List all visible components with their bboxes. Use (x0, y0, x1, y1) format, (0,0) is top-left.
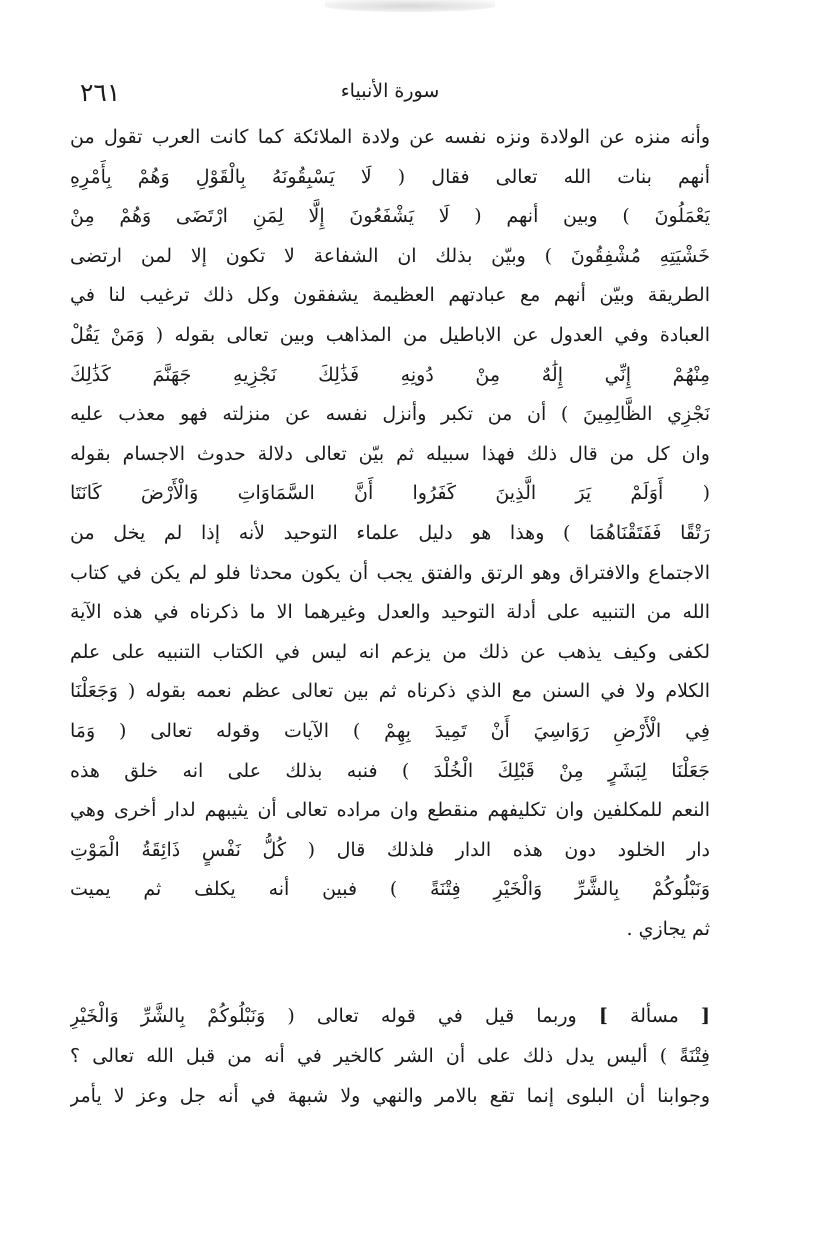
text-line: مِنْهُمْ إِنِّي إِلَٰهٌ مِنْ دُونِهِ فَذَٰلِكَ نَجْزِيهِ جَهَنَّمَ كَذَٰلِكَ (70, 363, 710, 386)
main-paragraph (70, 118, 710, 949)
text-line: ( أَوَلَمْ يَرَ الَّذِينَ كَفَرُوا أَنَّ السَّمَاوَاتِ وَالْأَرْضَ كَانَتَا (70, 482, 710, 505)
text-line: الطريقة وبيّن أنهم مع عبادتهم العظيمة يشفقون وكل ذلك ترغيب لنا في (70, 284, 710, 307)
masala-bracket-close: ] (598, 1005, 608, 1028)
text-line: فِي الْأَرْضِ رَوَاسِيَ أَنْ تَمِيدَ بِهِمْ ) الآيات وقوله تعالى ( وَمَا (70, 719, 710, 742)
text-line: خَشْيَتِهِ مُشْفِقُونَ ) وبيّن بذلك ان الشفاعة لا تكون إلا لمن ارتضى (70, 244, 710, 267)
text-line: الكلام ولا في السنن مع الذي ذكرناه ثم بين تعالى عظم نعمه بقوله ( وَجَعَلْنَا (70, 680, 710, 703)
text-line: وان كل من قال ذلك فهذا سبيله ثم بيّن تعالى دلالة حدوث الاجسام بقوله (70, 442, 710, 465)
running-head (70, 78, 710, 118)
book-page (70, 78, 710, 1116)
surah-title: سورة الأنبياء (340, 80, 440, 102)
text-line: رَتْقًا فَفَتَقْنَاهُمَا ) وهذا هو دليل علماء التوحيد لأنه إذا لم يخل من (70, 521, 710, 544)
text-line: يَعْمَلُونَ ) وبين أنهم ( لَا يَشْفَعُونَ إِلَّا لِمَنِ ارْتَضَى وَهُمْ مِنْ (70, 205, 710, 228)
text-line: وجوابنا أن البلوى إنما تقع بالامر والنهي ولا شبهة في أنه جل وعز لا يأمر (70, 1084, 710, 1107)
text-line: الاجتماع والافتراق وهو الرتق والفتق يجب أن يكون محدثا فلو لم يكن في كتاب (70, 561, 710, 584)
text-line: النعم للمكلفين وان تكليفهم منقطع وان مراده تعالى أن يثيبهم لدار أخرى وهي (70, 799, 710, 822)
text-line: وأنه منزه عن الولادة ونزه نفسه عن ولادة الملائكة كما كانت العرب تقول من (70, 126, 710, 148)
masala-label: مسألة (629, 1005, 679, 1028)
text-line: العبادة وفي العدول عن الاباطيل من المذاهب وبين تعالى بقوله ( وَمَنْ يَقُلْ (70, 323, 710, 346)
text-line: دار الخلود دون هذه الدار فلذلك قال ( كُلُّ نَفْسٍ ذَائِقَةُ الْمَوْتِ (70, 838, 710, 861)
text-line: وَنَبْلُوكُمْ بِالشَّرِّ وَالْخَيْرِ فِتْنَةً ) فبين أنه يكلف ثم يميت (70, 878, 710, 901)
text-line: الله من التنبيه على أدلة التوحيد والعدل وغيرهما الا ما ذكرناه في هذه الآية (70, 601, 710, 624)
page-number: ٢٦١ (80, 78, 121, 107)
text-line: ثم يجازي . (626, 917, 710, 940)
text-line: أنهم بنات الله تعالى فقال ( لَا يَسْبِقُونَهُ بِالْقَوْلِ وَهُمْ بِأَمْرِهِ (70, 165, 710, 188)
text-line: فِتْنَةً ) أليس يدل ذلك على أن الشر كالخير في أنه من قبل الله تعالى ؟ (70, 1045, 710, 1068)
text-line: نَجْزِي الظَّالِمِينَ ) أن من تكبر وأنزل نفسه عن منزلته فهو معذب عليه (70, 403, 710, 426)
text-line: جَعَلْنَا لِبَشَرٍ مِنْ قَبْلِكَ الْخُلْدَ ) فنبه بذلك على انه خلق هذه (70, 759, 710, 782)
masala-bracket-open: [ (700, 1005, 710, 1028)
masala-line-text: وربما قيل في قوله تعالى ( وَنَبْلُوكُمْ بِالشَّرِّ وَالْخَيْرِ (70, 1005, 577, 1028)
masala-paragraph (70, 997, 710, 1116)
scan-smudge (325, 0, 495, 12)
text-line: لكفى وكيف يذهب عن ذلك من يزعم انه ليس في الكتاب التنبيه على علم (70, 640, 710, 663)
text-line (70, 997, 710, 1037)
